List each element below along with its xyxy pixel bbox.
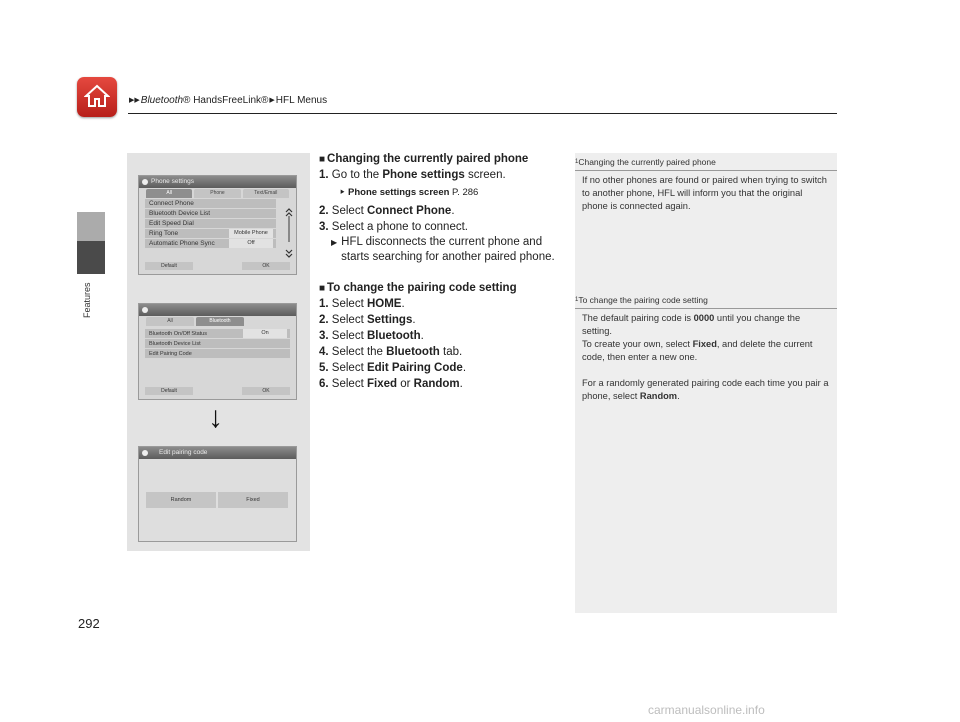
menu-item-ring-tone[interactable]: Ring Tone Mobile Phone xyxy=(145,229,276,238)
step-1: 1. Go to the Phone settings screen. xyxy=(319,169,506,181)
menu-item-bluetooth-status[interactable]: Bluetooth On/Off Status On xyxy=(145,329,290,338)
screen-header xyxy=(139,176,296,188)
breadcrumb-arrow-icon: ▶ xyxy=(269,97,275,104)
breadcrumb-item[interactable]: HFL Menus xyxy=(275,95,328,106)
square-bullet-icon: ■ xyxy=(319,154,326,165)
tab-all[interactable]: All xyxy=(146,189,192,198)
menu-item-device-list[interactable]: Bluetooth Device List xyxy=(145,209,276,218)
arrow-down-icon: ↓ xyxy=(208,401,223,434)
watermark: carmanualsonline.info xyxy=(648,703,765,717)
section-heading: ■ To change the pairing code setting xyxy=(319,282,517,294)
menu-item-phone-sync[interactable]: Automatic Phone Sync Off xyxy=(145,239,276,248)
home-button[interactable] xyxy=(77,77,117,117)
breadcrumb xyxy=(128,95,327,106)
phone-settings-screen xyxy=(138,175,297,275)
screen-header xyxy=(139,447,296,459)
reference-icon: ⯈ xyxy=(339,188,346,197)
settings-icon xyxy=(142,307,148,313)
step-4: 4. Select the Bluetooth tab. xyxy=(319,346,463,358)
main-content xyxy=(319,152,559,392)
note-title: $^1$To change the pairing code setting xyxy=(575,295,708,305)
breadcrumb-item[interactable]: ® HandsFreeLink® xyxy=(183,95,269,106)
result-arrow-icon: ▶ xyxy=(331,238,338,247)
screen-footer xyxy=(145,262,290,270)
step-3: 3. Select Bluetooth. xyxy=(319,330,424,342)
ring-tone-value: Mobile Phone xyxy=(229,229,273,238)
bluetooth-settings-screen xyxy=(138,303,297,400)
screen-title: Edit pairing code xyxy=(159,449,208,456)
screen-header xyxy=(139,304,296,316)
section-tab-light xyxy=(77,212,105,242)
breadcrumb-arrow-icon: ▶▶ xyxy=(129,97,140,104)
scrollbar[interactable] xyxy=(288,216,290,242)
cross-reference-link[interactable]: ⯈ Phone settings screen P. 286 xyxy=(339,187,479,198)
step-2: 2. Select Connect Phone. xyxy=(319,205,455,217)
menu-item-speed-dial[interactable]: Edit Speed Dial xyxy=(145,219,276,228)
bluetooth-status-value: On xyxy=(243,329,287,338)
note-body: The default pairing code is 0000 until you change the setting. To create your own, select Fixed, and delete the current code, then enter a new one. For a randomly generated pairing code each time you pair a phone, select Random. xyxy=(582,313,829,401)
home-icon xyxy=(84,83,110,109)
screen-footer xyxy=(145,387,290,395)
breadcrumb-item[interactable]: Bluetooth xyxy=(140,95,184,106)
section-heading: ■ Changing the currently paired phone xyxy=(319,153,529,165)
screen-title: Phone settings xyxy=(151,178,195,185)
note-divider xyxy=(575,170,837,171)
ok-button[interactable]: OK xyxy=(242,262,290,270)
step-1: 1. Select HOME. xyxy=(319,298,405,310)
note-body: If no other phones are found or paired when trying to switch to another phone, HFL will inform you that the original phone is connected again. xyxy=(582,175,827,211)
tab-all[interactable]: All xyxy=(146,317,194,326)
section-label: Features xyxy=(82,282,92,318)
tab-bluetooth[interactable]: Bluetooth xyxy=(196,317,244,326)
fixed-button[interactable]: Fixed xyxy=(218,492,288,508)
header-divider xyxy=(128,113,837,114)
step-5: 5. Select Edit Pairing Code. xyxy=(319,362,467,374)
result-bullet: ▶ HFL disconnects the current phone and starts searching for another paired phone. xyxy=(331,236,555,263)
step-2: 2. Select Settings. xyxy=(319,314,416,326)
default-button[interactable]: Default xyxy=(145,387,193,395)
settings-icon xyxy=(142,450,148,456)
page-number: 292 xyxy=(78,616,100,631)
edit-pairing-code-screen xyxy=(138,446,297,542)
tab-text-email[interactable]: Text/Email xyxy=(243,189,289,198)
default-button[interactable]: Default xyxy=(145,262,193,270)
section-tab-active[interactable] xyxy=(77,241,105,274)
sync-value: Off xyxy=(229,239,273,248)
ok-button[interactable]: OK xyxy=(242,387,290,395)
screen-tabs xyxy=(145,317,245,326)
random-button[interactable]: Random xyxy=(146,492,216,508)
menu-item-edit-pairing-code[interactable]: Edit Pairing Code xyxy=(145,349,290,358)
square-bullet-icon: ■ xyxy=(319,283,326,294)
step-3: 3. Select a phone to connect. xyxy=(319,221,468,233)
screen-tabs xyxy=(145,189,290,198)
menu-item-device-list[interactable]: Bluetooth Device List xyxy=(145,339,290,348)
note-divider xyxy=(575,308,837,309)
tab-phone[interactable]: Phone xyxy=(194,189,240,198)
menu-item-connect-phone[interactable]: Connect Phone xyxy=(145,199,276,208)
step-6: 6. Select Fixed or Random. xyxy=(319,378,463,390)
pairing-options xyxy=(146,492,288,508)
note-title: $^1$Changing the currently paired phone xyxy=(575,157,716,167)
settings-icon xyxy=(142,179,148,185)
